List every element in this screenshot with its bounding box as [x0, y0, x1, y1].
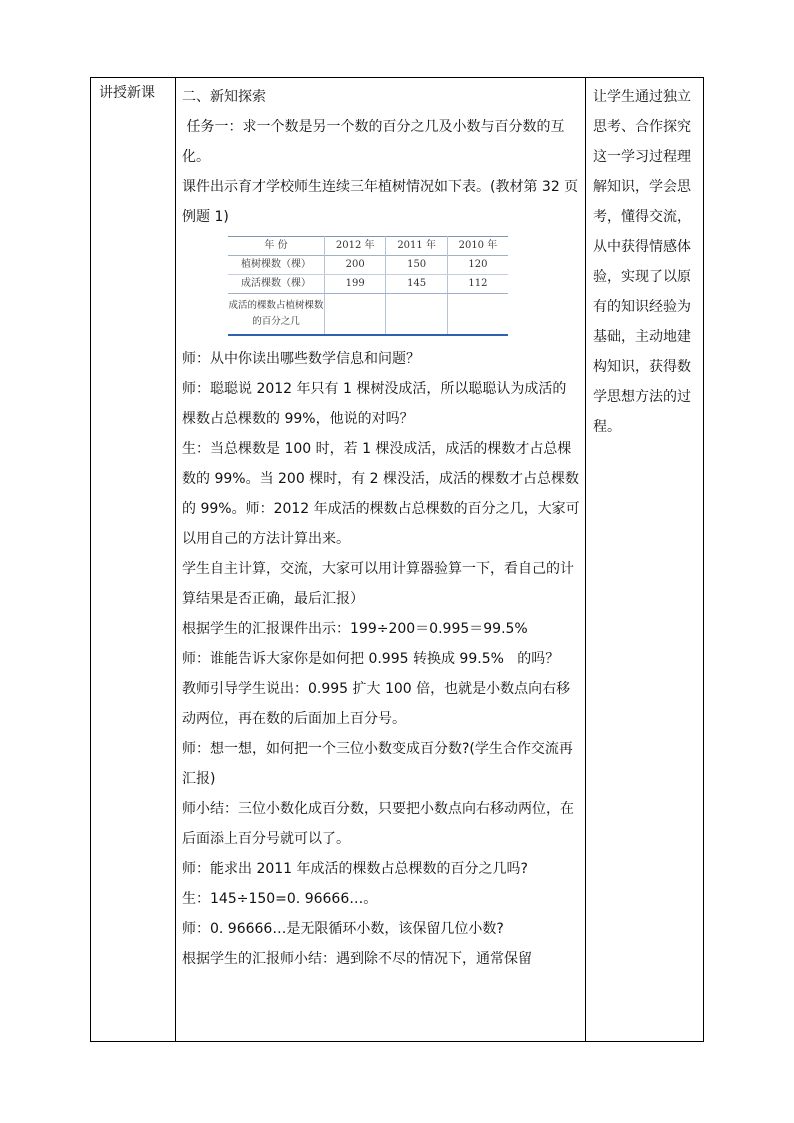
dialogue-paragraph: 根据学生的汇报课件出示：199÷200＝0.995＝99.5% [182, 621, 528, 637]
figure-cell: 植树棵数（棵） [228, 256, 325, 275]
figure-cell [447, 294, 508, 336]
stage-cell [99, 83, 173, 103]
figure-header-cell: 2011 年 [386, 237, 447, 256]
dialogue-paragraph: 师：0. 96666…是无限循环小数，该保留几位小数? [182, 921, 504, 937]
dialogue-paragraph: 教师引导学生说出：0.995 扩大 100 倍，也就是小数点向右移动两位，再在数的后面加上百分号。 [182, 681, 571, 727]
figure-row [228, 256, 508, 275]
figure-header-cell: 2012 年 [325, 237, 386, 256]
figure-header-cell: 年 份 [264, 240, 288, 251]
tree-planting-figure [228, 236, 508, 336]
dialogue-paragraph: 师：谁能告诉大家你是如何把 0.995 转换成 99.5% 的吗？ [182, 651, 560, 667]
figure-cell: 199 [325, 275, 386, 294]
figure-cell: 成活的棵数占植树棵数的百分之几 [228, 294, 325, 336]
dialogue-paragraph: 根据学生的汇报师小结：遇到除不尽的情况下，通常保留 [182, 951, 532, 967]
dialogue-paragraph: 学生自主计算，交流，大家可以用计算器验算一下，看自己的计算结果是否正确，最后汇报） [182, 561, 574, 607]
dialogue-paragraph: 师：能求出 2011 年成活的棵数占总棵数的百分之几吗? [182, 861, 528, 877]
dialogue-paragraph: 师：想一想，如何把一个三位小数变成百分数?(学生合作交流再汇报) [182, 741, 573, 787]
content-cell [182, 82, 580, 974]
column-divider [585, 78, 586, 1041]
lesson-plan-table [90, 77, 704, 1042]
dialogue-paragraph: 生：当总棵数是 100 时，若 1 棵没成活，成活的棵数才占总棵数的 99%。当 200 棵时，有 2 棵没活，成活的棵数才占总棵数的 99%。师：2012 年成活的棵数占总棵数的百分之几，大家可以用自己的方法计算出来。 [182, 441, 580, 547]
section-title: 二、新知探索 [182, 89, 266, 105]
figure-cell: 120 [447, 256, 508, 275]
column-divider [175, 78, 176, 1041]
figure-cell: 200 [325, 256, 386, 275]
figure-cell: 112 [447, 275, 508, 294]
figure-row [228, 294, 508, 336]
figure-cell: 145 [386, 275, 447, 294]
dialogue-paragraph: 生：145÷150=0. 96666…。 [182, 891, 378, 907]
figure-header-cell: 2010 年 [447, 237, 508, 256]
tree-planting-table [228, 236, 508, 336]
figure-cell [325, 294, 386, 336]
dialogue-paragraph: 师：从中你读出哪些数学信息和问题？ [182, 351, 420, 367]
task-title: 任务一：求一个数是另一个数的百分之几及小数与百分数的互化。 [182, 119, 565, 165]
intro-paragraph: 课件出示育才学校师生连续三年植树情况如下表。(教材第 32 页例题 1) [182, 179, 579, 225]
stage-label: 讲授新课 [99, 85, 155, 101]
dialogue-paragraph: 师：聪聪说 2012 年只有 1 棵树没成活，所以聪聪认为成活的棵数占总棵数的 99%，他说的对吗？ [182, 381, 567, 427]
figure-row [228, 275, 508, 294]
design-intent-cell [593, 82, 699, 442]
design-intent-text: 让学生通过独立思考、合作探究这一学习过程理解知识，学会思考，懂得交流，从中获得情感体验，实现了以原有的知识经验为基础，主动地建构知识，获得数学思想方法的过程。 [593, 89, 691, 435]
figure-cell: 150 [386, 256, 447, 275]
figure-cell: 成活棵数（棵） [228, 275, 325, 294]
figure-header-row [228, 237, 508, 256]
figure-cell [386, 294, 447, 336]
dialogue-paragraph: 师小结：三位小数化成百分数，只要把小数点向右移动两位，在后面添上百分号就可以了。 [182, 801, 574, 847]
